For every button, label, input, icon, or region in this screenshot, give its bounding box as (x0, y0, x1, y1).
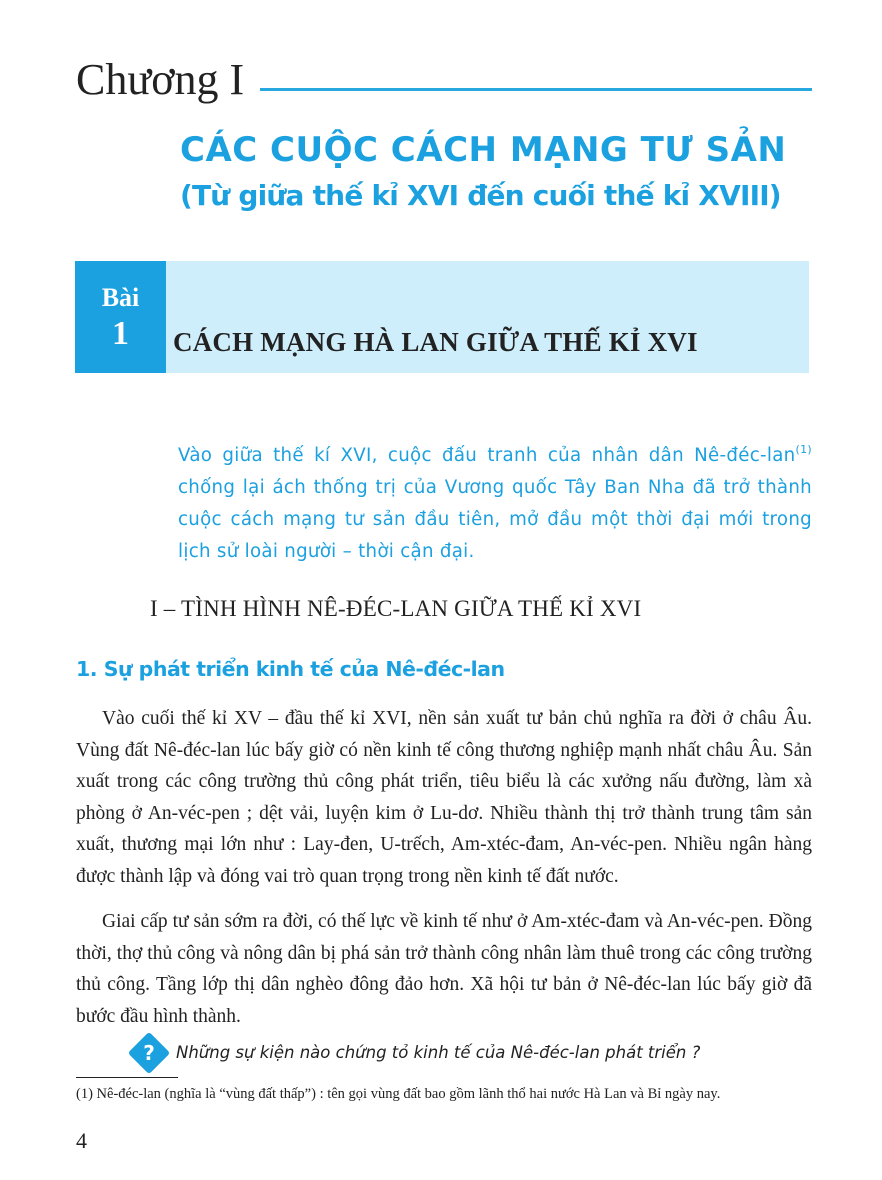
lesson-number-box (75, 261, 166, 373)
body-paragraph: Vào cuối thế kỉ XV – đầu thế kỉ XVI, nền sản xuất tư bản chủ nghĩa ra đời ở châu Âu. Vùng đất Nê-đéc-lan lúc bấy giờ có nền kinh tế công thương nghiệp mạnh nhất châu Âu. Sản xuất trong các công trường thủ công phát triển, tiêu biểu là các xưởng nấu đường, làm xà phòng ở An-véc-pen ; dệt vải, luyện kim ở Lu-dơ. Nhiều thành thị trở thành trung tâm sản xuất, thương mại lớn như : Lay-đen, U-trếch, Am-xtéc-đam, An-véc-pen. Nhiều ngân hàng được thành lập và đóng vai trò quan trọng trong nền kinh tế đất nước. (76, 708, 812, 887)
lesson-word: Bài (101, 283, 140, 312)
intro-text-after: chống lại ách thống trị của Vương quốc Tây Ban Nha đã trở thành cuộc cách mạng tư sản đầu tiên, mở đầu một thời đại mới trong lịch sử loài người – thời cận đại. (178, 477, 812, 562)
chapter-label: Chương I (76, 55, 245, 104)
question-text: Những sự kiện nào chứng tỏ kinh tế của Nê-đéc-lan phát triển ? (176, 1043, 701, 1062)
footnote: (1) Nê-đéc-lan (nghĩa là “vùng đất thấp”) : tên gọi vùng đất bao gồm lãnh thổ hai nước Hà Lan và Bỉ ngày nay. (76, 1086, 721, 1102)
subsection-heading: 1. Sự phát triển kinh tế của Nê-đéc-lan (76, 657, 505, 681)
review-question (134, 1038, 824, 1068)
chapter-subtitle: (Từ giữa thế kỉ XVI đến cuối thế kỉ XVIII) (180, 179, 781, 212)
question-mark-glyph: ? (143, 1041, 155, 1065)
lesson-number: 1 (112, 315, 129, 352)
lesson-banner (75, 261, 809, 373)
section-heading: I – TÌNH HÌNH NÊ-ĐÉC-LAN GIỮA THẾ KỈ XVI (150, 596, 642, 621)
intro-text-before: Vào giữa thế kí XVI, cuộc đấu tranh của nhân dân Nê-đéc-lan (178, 445, 796, 466)
page-number: 4 (76, 1128, 87, 1153)
chapter-rule (260, 88, 812, 91)
chapter-title: CÁC CUỘC CÁCH MẠNG TƯ SẢN (180, 130, 787, 170)
footnote-divider (76, 1077, 178, 1078)
footnote-reference: (1) (795, 443, 812, 456)
body-paragraph: Giai cấp tư sản sớm ra đời, có thế lực về kinh tế như ở Am-xtéc-đam và An-véc-pen. Đồng thời, thợ thủ công và nông dân bị phá sản trở thành công nhân làm thuê trong các công trường thủ công. Tầng lớp thị dân nghèo đông đảo hơn. Xã hội tư bản ở Nê-đéc-lan lúc bấy giờ đã bước đầu hình thành. (76, 911, 812, 1027)
chapter-header (76, 52, 812, 112)
intro-paragraph (178, 440, 812, 568)
lesson-title: CÁCH MẠNG HÀ LAN GIỮA THẾ KỈ XVI (173, 327, 698, 357)
